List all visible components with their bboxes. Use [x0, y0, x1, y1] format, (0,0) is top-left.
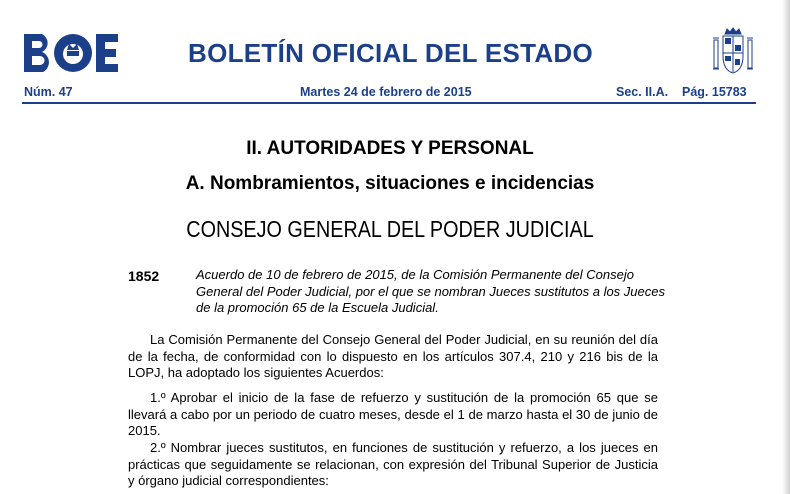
paragraph-3-text: 2.º Nombrar jueces sustitutos, en funciones de sustitución y refuerzo, a los jueces en prácticas que seguidamente se relacionan, con expresión del Tribunal Superior de Justicia y órgano judicial correspondientes:	[128, 440, 658, 488]
paragraph-1-text: La Comisión Permanente del Consejo General del Poder Judicial, en su reunión del día de la fecha, de conformidad con lo dispuesto en los artículos 307.4, 210 y 216 bis de la LOPJ, ha adoptado los siguientes Acuerdos:	[128, 332, 658, 380]
issue-date: Martes 24 de febrero de 2015	[300, 85, 472, 99]
page-number: Pág. 15783	[682, 85, 747, 99]
bulletin-title: BOLETÍN OFICIAL DEL ESTADO	[188, 38, 594, 68]
section-heading: II. AUTORIDADES Y PERSONAL	[246, 138, 534, 159]
paragraph-3	[128, 440, 658, 490]
section-label: Sec. II.A.	[616, 85, 669, 99]
logo-text: BOE	[22, 30, 25, 31]
header-rule	[22, 102, 756, 104]
organization-title: CONSEJO GENERAL DEL PODER JUDICIAL	[186, 216, 594, 242]
page-edge-shadow	[782, 0, 790, 494]
boe-logo	[22, 30, 120, 74]
entry-summary: Acuerdo de 10 de febrero de 2015, de la Comisión Permanente del Consejo General del Poder Judicial, por el que se nombran Jueces sustitutos a los Jueces de la promoción 65 de la Escuela Judicial.	[196, 267, 665, 315]
paragraph-2	[128, 390, 658, 440]
paragraph-1	[128, 332, 658, 382]
paragraph-2-text: 1.º Aprobar el inicio de la fase de refuerzo y sustitución de la promoción 65 que se llevará a cabo por un periodo de cuatro meses, desde el 1 de marzo hasta el 30 de junio de 2015.	[128, 390, 658, 438]
issue-number: Núm. 47	[24, 85, 73, 99]
section-subheading: A. Nombramientos, situaciones e incidencias	[185, 173, 595, 194]
entry-number: 1852	[128, 268, 160, 284]
coat-of-arms-icon	[710, 26, 756, 76]
